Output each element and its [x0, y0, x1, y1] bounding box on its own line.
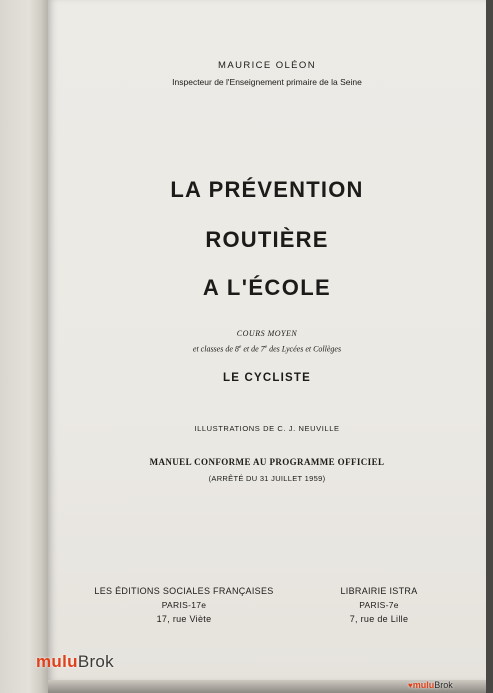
- watermark-small-part-1: mulu: [412, 680, 435, 690]
- classes-text-3: des Lycées et Collèges: [267, 344, 342, 354]
- decree-date: (ARRÊTÉ DU 31 JUILLET 1959): [208, 474, 326, 483]
- page-right-edge: [486, 0, 493, 693]
- publisher-right-city: PARIS-7e: [359, 600, 399, 610]
- publisher-left-city: PARIS-17e: [161, 600, 207, 610]
- manual-conformity: MANUEL CONFORME AU PROGRAMME OFFICIEL: [149, 457, 385, 467]
- illustrations-credit: ILLUSTRATIONS DE C. J. NEUVILLE: [194, 424, 340, 433]
- author-role: Inspecteur de l'Enseignement primaire de la Seine: [172, 77, 362, 87]
- classes-text-2: et de 7: [241, 344, 265, 354]
- publisher-left-address: 17, rue Viète: [156, 614, 212, 624]
- book-subtitle: LE CYCLISTE: [223, 372, 311, 384]
- book-title-line-2: ROUTIÈRE: [205, 227, 329, 252]
- title-page: [48, 0, 486, 680]
- classes-superscript-2: e: [264, 344, 268, 350]
- book-title-line-3: A L'ÉCOLE: [202, 275, 332, 300]
- publisher-right-address: 7, rue de Lille: [349, 614, 409, 624]
- publisher-right: [318, 584, 440, 626]
- book-title-line-1: LA PRÉVENTION: [170, 177, 364, 202]
- watermark-small: [408, 680, 453, 690]
- publisher-left-name: LES ÉDITIONS SOCIALES FRANÇAISES: [94, 586, 274, 596]
- publisher-left: [90, 584, 278, 626]
- author-name: MAURICE OLÉON: [218, 60, 316, 71]
- binding-gutter: [0, 0, 48, 693]
- classes-superscript-1: e: [238, 344, 242, 350]
- watermark-logo: [36, 652, 114, 672]
- course-level: COURS MOYEN: [236, 329, 298, 338]
- watermark-logo-part-1: mulu: [36, 652, 78, 671]
- publisher-right-name: LIBRAIRIE ISTRA: [340, 586, 418, 596]
- watermark-small-part-2: Brok: [434, 680, 453, 690]
- course-classes: [48, 344, 486, 354]
- classes-text-1: et classes de 8: [192, 344, 239, 354]
- heart-icon: ♥: [408, 681, 413, 690]
- watermark-logo-part-2: Brok: [77, 652, 114, 671]
